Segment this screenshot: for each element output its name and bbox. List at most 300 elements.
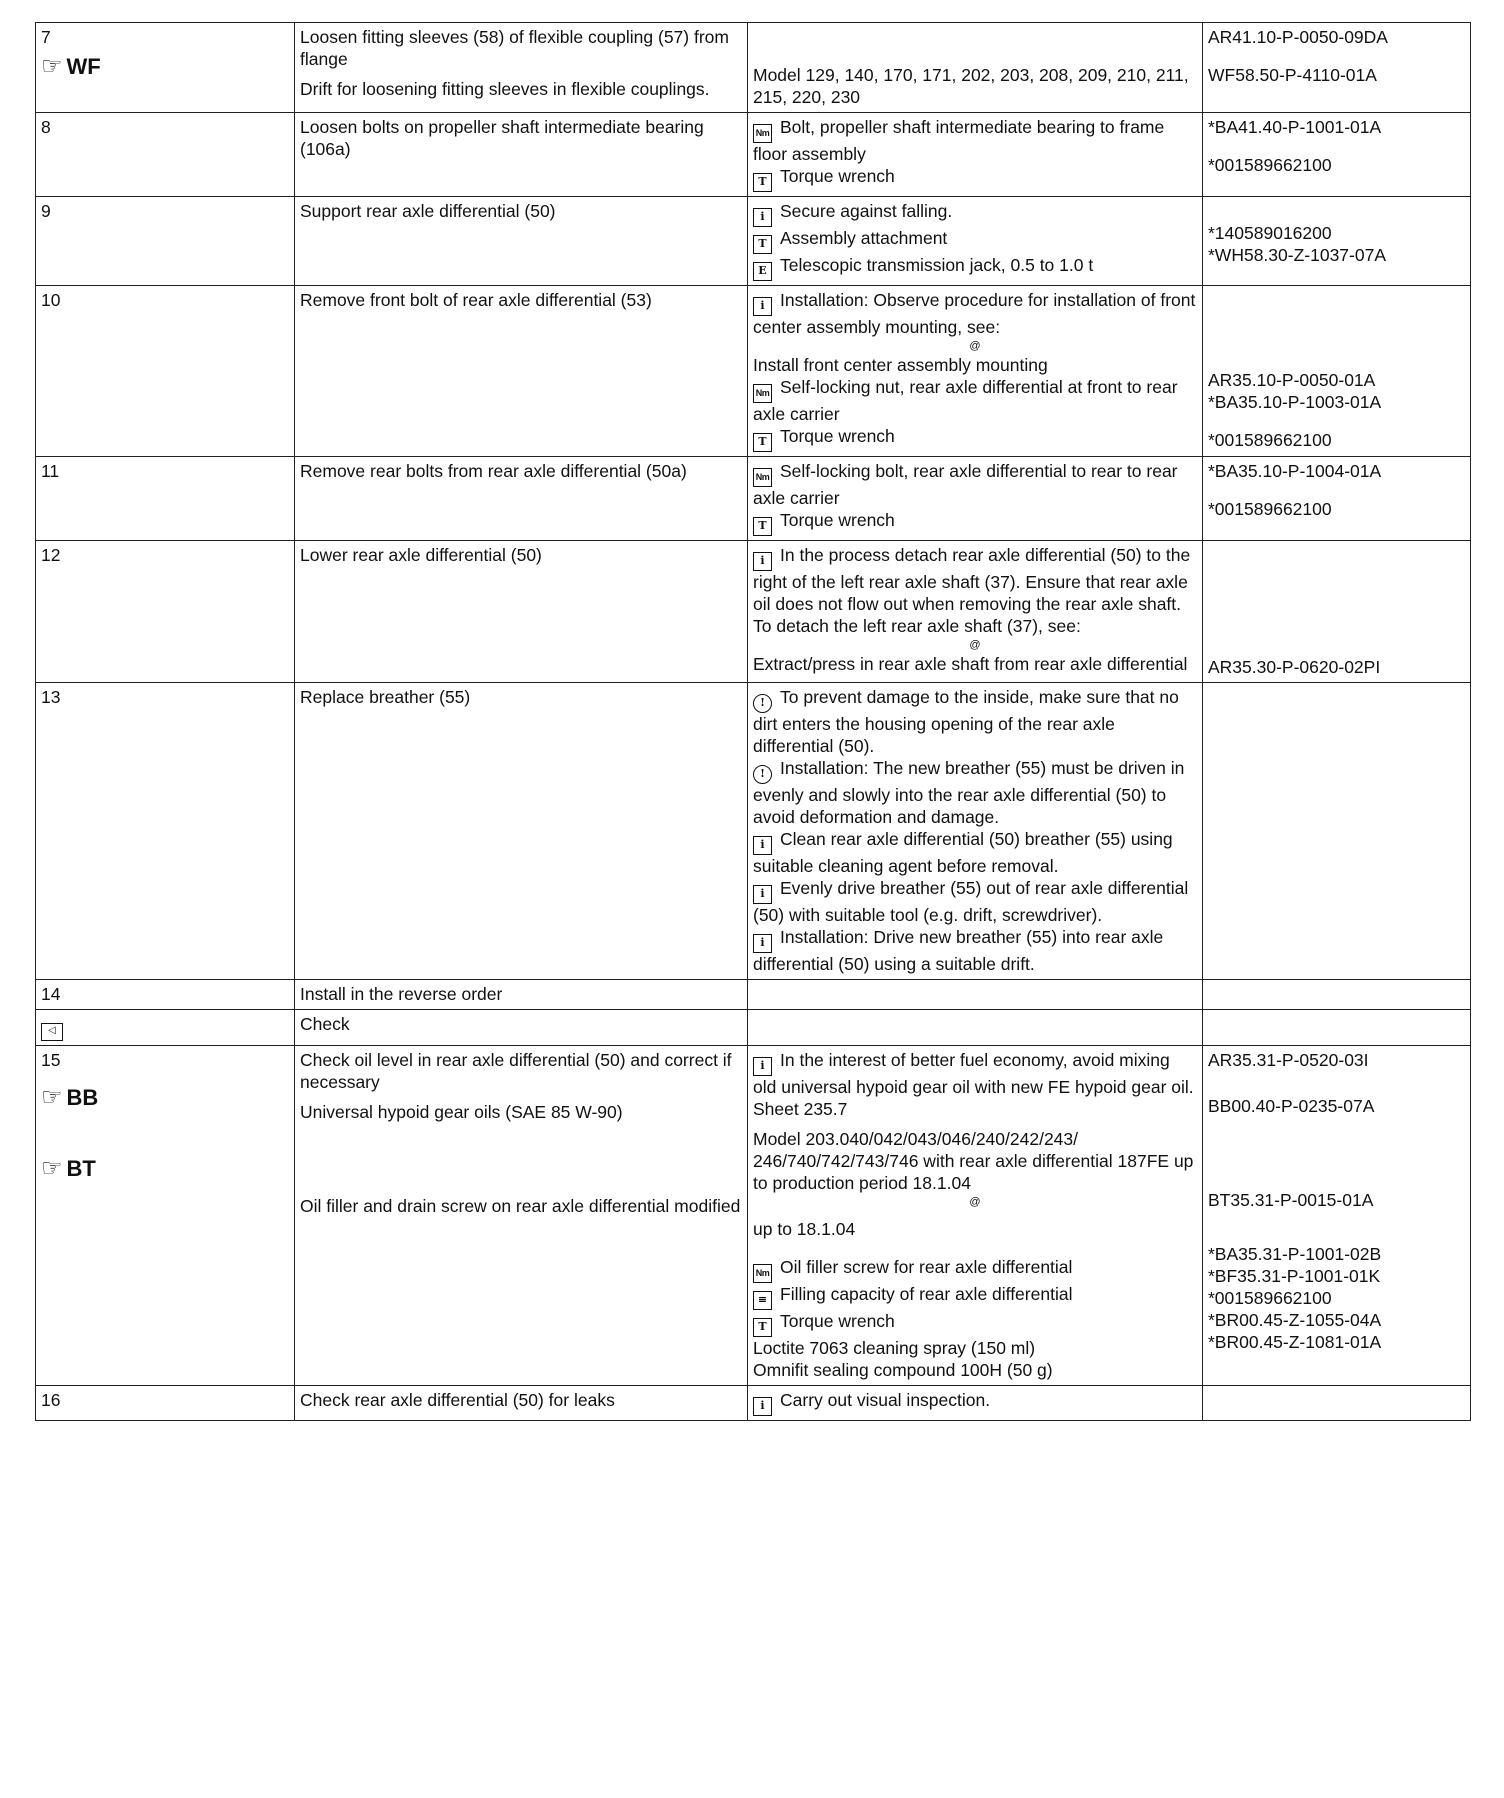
cell-text: Support rear axle differential (50) xyxy=(300,201,556,221)
shop-equipment-icon: E xyxy=(753,262,772,281)
spacer xyxy=(1208,560,1465,568)
cell-line xyxy=(300,1101,742,1123)
cell-text: Remove front bolt of rear axle differential (53) xyxy=(300,290,652,310)
cell-line xyxy=(1208,429,1465,451)
table-row xyxy=(36,286,1471,457)
spacer xyxy=(1208,361,1465,369)
operation-cell xyxy=(295,197,748,286)
info-icon: i xyxy=(753,885,772,904)
cell-line xyxy=(1208,369,1465,391)
cell-line xyxy=(300,26,742,70)
cell-text: Sheet 235.7 xyxy=(753,1099,848,1119)
spacer xyxy=(1208,1133,1465,1141)
torque-spec-icon: Nm xyxy=(753,468,772,487)
spacer xyxy=(1208,48,1465,56)
cell-text: 14 xyxy=(41,984,61,1004)
cell-line xyxy=(1208,1243,1465,1265)
spacer xyxy=(1208,1181,1465,1189)
cell-text: Check rear axle differential (50) for leaks xyxy=(300,1390,615,1410)
operation-cell xyxy=(295,980,748,1010)
spacer xyxy=(1208,345,1465,353)
cell-line xyxy=(753,1337,1197,1359)
step-number-cell xyxy=(36,980,295,1010)
capacity-icon: ≡ xyxy=(753,1291,772,1310)
cell-text: Install in the reverse order xyxy=(300,984,503,1004)
cell-line xyxy=(300,78,742,100)
note-cell xyxy=(748,23,1203,113)
cell-text: Carry out visual inspection. xyxy=(780,1390,991,1410)
cell-text: Self-locking nut, rear axle differential at front to rear axle carrier xyxy=(753,377,1178,424)
cell-line xyxy=(1208,1049,1465,1071)
spacer xyxy=(1208,1173,1465,1181)
cell-line xyxy=(1208,116,1465,138)
cell-line xyxy=(753,289,1197,338)
cell-text: Installation: The new breather (55) must be driven in evenly and slowly into the rear axle differential (50) to avoid deformation and damage. xyxy=(753,758,1185,827)
pointing-hand-icon xyxy=(41,1084,99,1111)
cell-line xyxy=(1208,222,1465,244)
cell-text: up to 18.1.04 xyxy=(753,1219,856,1239)
cell-line xyxy=(753,1283,1197,1310)
document-reference-link[interactable]: AR35.31-P-0520-03I xyxy=(1208,1050,1369,1070)
info-icon: i xyxy=(753,1397,772,1416)
cell-line xyxy=(1208,1331,1465,1353)
spacer xyxy=(1208,321,1465,329)
operation-cell xyxy=(295,286,748,457)
cell-line xyxy=(41,289,289,311)
spacer xyxy=(300,70,742,78)
spacer xyxy=(1208,1165,1465,1173)
cell-line xyxy=(300,1389,742,1411)
spacer xyxy=(1208,1157,1465,1165)
cell-line xyxy=(753,828,1197,877)
cell-text: Filling capacity of rear axle differential xyxy=(780,1284,1073,1304)
cell-line xyxy=(753,509,1197,536)
spacer xyxy=(1208,1071,1465,1079)
link-marker[interactable]: @ xyxy=(969,1196,981,1208)
spacer xyxy=(1208,1125,1465,1133)
spacer xyxy=(1208,1117,1465,1125)
cell-line xyxy=(753,544,1197,637)
cell-text: Torque wrench xyxy=(780,166,895,186)
note-cell xyxy=(748,1010,1203,1046)
spacer xyxy=(1208,576,1465,584)
cell-text: Assembly attachment xyxy=(780,228,948,248)
cell-line xyxy=(1208,391,1465,413)
spacer xyxy=(1208,305,1465,313)
spacer xyxy=(1208,616,1465,624)
spacer xyxy=(1208,297,1465,305)
spacer xyxy=(1208,1227,1465,1235)
table-row xyxy=(36,113,1471,197)
cell-text: Self-locking bolt, rear axle differential to rear to rear axle carrier xyxy=(753,461,1178,508)
info-icon: i xyxy=(753,208,772,227)
document-reference-link[interactable]: AR35.10-P-0050-01A xyxy=(1208,370,1376,390)
cell-line xyxy=(753,1359,1197,1381)
cell-text: 12 xyxy=(41,545,61,565)
spacer xyxy=(1208,146,1465,154)
info-icon: i xyxy=(753,552,772,571)
cell-text: 10 xyxy=(41,290,61,310)
spacer xyxy=(1208,640,1465,648)
spacer xyxy=(1208,1219,1465,1227)
cell-text: Drift for loosening fitting sleeves in flexible couplings. xyxy=(300,79,710,99)
cell-line xyxy=(1208,1095,1465,1117)
note-cell xyxy=(748,683,1203,980)
cell-line xyxy=(753,926,1197,975)
cell-line xyxy=(1208,200,1465,222)
torque-spec-icon: Nm xyxy=(753,124,772,143)
document-reference-link[interactable]: *BA41.40-P-1001-01A xyxy=(1208,117,1382,137)
table-row xyxy=(36,980,1471,1010)
operation-cell xyxy=(295,683,748,980)
link-marker[interactable]: @ xyxy=(969,340,981,352)
cell-line xyxy=(753,354,1197,376)
spacer xyxy=(1208,490,1465,498)
note-cell xyxy=(748,197,1203,286)
cell-text: 11 xyxy=(41,461,60,481)
step-number-cell xyxy=(36,286,295,457)
cell-line xyxy=(300,1195,742,1217)
cell-line xyxy=(1208,64,1465,86)
category-marker xyxy=(41,1084,289,1111)
reference-cell xyxy=(1203,541,1471,683)
cell-line xyxy=(41,200,289,222)
cell-text: Extract/press in rear axle shaft from rear axle differential xyxy=(753,654,1188,674)
step-number-cell xyxy=(36,23,295,113)
reference-cell xyxy=(1203,980,1471,1010)
spacer xyxy=(1208,337,1465,345)
cell-line xyxy=(753,227,1197,254)
reference-cell xyxy=(1203,457,1471,541)
spacer xyxy=(300,1093,742,1101)
cell-line xyxy=(300,289,742,311)
spacer xyxy=(41,1110,289,1118)
spacer xyxy=(41,1118,289,1126)
spacer xyxy=(41,1126,289,1134)
cell-line xyxy=(300,200,742,222)
cell-line xyxy=(1208,1287,1465,1309)
spacer xyxy=(753,48,1197,56)
cell-line xyxy=(753,1389,1197,1416)
operation-cell xyxy=(295,23,748,113)
spacer xyxy=(1208,289,1465,297)
cell-line xyxy=(41,686,289,708)
tool-icon: T xyxy=(753,433,772,452)
document-reference-link[interactable]: *140589016200 xyxy=(1208,223,1332,243)
document-reference-link[interactable]: *BR00.45-Z-1055-04A xyxy=(1208,1310,1382,1330)
document-reference-link[interactable]: *001589662100 xyxy=(1208,155,1332,175)
reference-cell xyxy=(1203,683,1471,980)
cell-line xyxy=(1208,244,1465,266)
cell-line xyxy=(753,877,1197,926)
document-reference-link[interactable]: *BA35.10-P-1003-01A xyxy=(1208,392,1382,412)
cell-text: 7 xyxy=(41,27,51,47)
cell-text: Lower rear axle differential (50) xyxy=(300,545,542,565)
cell-line xyxy=(1208,1265,1465,1287)
operation-cell xyxy=(295,1010,748,1046)
spacer xyxy=(1208,632,1465,640)
cell-line xyxy=(753,1049,1197,1098)
cell-text: Check xyxy=(300,1014,350,1034)
tool-icon: T xyxy=(753,517,772,536)
cell-line xyxy=(41,460,289,482)
spacer xyxy=(300,1171,742,1179)
cell-line xyxy=(753,1310,1197,1337)
spacer xyxy=(1208,353,1465,361)
step-number-cell xyxy=(36,1386,295,1421)
cell-text: 16 xyxy=(41,1390,61,1410)
reference-cell xyxy=(1203,1046,1471,1386)
cell-line xyxy=(753,64,1197,108)
step-number-cell xyxy=(36,113,295,197)
cell-text: Check oil level in rear axle differential (50) and correct if necessary xyxy=(300,1050,732,1092)
step-number-cell xyxy=(36,683,295,980)
operation-cell xyxy=(295,113,748,197)
step-number-cell xyxy=(36,457,295,541)
spacer xyxy=(1208,329,1465,337)
document-reference-link[interactable]: WF58.50-P-4110-01A xyxy=(1208,65,1377,85)
cell-line xyxy=(300,460,742,482)
spacer xyxy=(1208,138,1465,146)
spacer xyxy=(41,1142,289,1150)
pointing-hand-icon xyxy=(41,1155,96,1182)
cell-line xyxy=(41,983,289,1005)
spacer xyxy=(1208,608,1465,616)
cell-line xyxy=(1208,460,1465,482)
cell-text: In the process detach rear axle differential (50) to the right of the left rear axle shaft (37). Ensure that rear axle oil does not flow out when removing the rear axle shaft. To detach the left rear axle shaft (37), see: xyxy=(753,545,1191,636)
reference-cell xyxy=(1203,1386,1471,1421)
info-icon: i xyxy=(753,934,772,953)
spacer xyxy=(300,1163,742,1171)
cell-line xyxy=(1208,498,1465,520)
spacer xyxy=(1208,1235,1465,1243)
category-marker xyxy=(41,1155,289,1182)
tool-icon: T xyxy=(753,235,772,254)
operation-cell xyxy=(295,1386,748,1421)
note-cell xyxy=(748,457,1203,541)
cell-text: Torque wrench xyxy=(780,1311,895,1331)
check-step-icon: ◁ xyxy=(41,1023,63,1041)
spacer xyxy=(753,56,1197,64)
note-cell xyxy=(748,1386,1203,1421)
spacer xyxy=(1208,584,1465,592)
procedure-table-body xyxy=(36,23,1471,1421)
table-row xyxy=(36,23,1471,113)
reference-category-label: BT xyxy=(66,1156,96,1181)
spacer xyxy=(41,1071,289,1079)
cell-text: Installation: Drive new breather (55) into rear axle differential (50) using a suitable drift. xyxy=(753,927,1164,974)
cell-line xyxy=(753,116,1197,165)
spacer xyxy=(753,1210,1197,1218)
cell-text: Omnifit sealing compound 100H (50 g) xyxy=(753,1360,1053,1380)
reference-cell xyxy=(1203,286,1471,457)
document-reference-link[interactable]: *BR00.45-Z-1081-01A xyxy=(1208,1332,1382,1352)
cell-text: To prevent damage to the inside, make sure that no dirt enters the housing opening of the rear axle differential (50). xyxy=(753,687,1179,756)
cell-text: Torque wrench xyxy=(780,510,895,530)
spacer xyxy=(1208,648,1465,656)
cell-text: Model 129, 140, 170, 171, 202, 203, 208, 209, 210, 211, 215, 220, 230 xyxy=(753,65,1189,107)
table-row xyxy=(36,1386,1471,1421)
cell-line xyxy=(1208,656,1465,678)
reference-cell xyxy=(1203,113,1471,197)
cell-text: 8 xyxy=(41,117,51,137)
cell-line xyxy=(753,254,1197,281)
cell-text: Universal hypoid gear oils (SAE 85 W-90) xyxy=(300,1102,623,1122)
table-row xyxy=(36,457,1471,541)
cell-line xyxy=(753,1218,1197,1240)
cell-text: Secure against falling. xyxy=(780,201,953,221)
spacer xyxy=(753,1120,1197,1128)
cell-text: Install front center assembly mounting xyxy=(753,355,1048,375)
document-reference-link[interactable]: AR41.10-P-0050-09DA xyxy=(1208,27,1388,47)
table-row xyxy=(36,1046,1471,1386)
cell-text: Model 203.040/042/043/046/240/242/243/ 246/740/742/743/746 with rear axle differential 187FE up to production period 18.1.04 xyxy=(753,1129,1194,1193)
cell-text: Torque wrench xyxy=(780,426,895,446)
table-row xyxy=(36,541,1471,683)
cell-text: 9 xyxy=(41,201,51,221)
cell-line xyxy=(753,200,1197,227)
cell-line xyxy=(753,460,1197,509)
procedure-table xyxy=(35,22,1471,1421)
document-reference-link[interactable]: AR35.30-P-0620-02PI xyxy=(1208,657,1381,677)
spacer xyxy=(1208,56,1465,64)
cell-line xyxy=(753,425,1197,452)
document-reference-link[interactable]: *BA35.31-P-1001-02B xyxy=(1208,1244,1382,1264)
cell-line xyxy=(41,1389,289,1411)
cell-text: 15 xyxy=(41,1050,61,1070)
cell-text: Remove rear bolts from rear axle differential (50a) xyxy=(300,461,687,481)
hand-glyph: ☞ xyxy=(41,1084,63,1111)
cell-text: Replace breather (55) xyxy=(300,687,471,707)
torque-spec-icon: Nm xyxy=(753,384,772,403)
cell-line xyxy=(1208,1189,1465,1211)
cell-line xyxy=(753,26,1197,48)
note-cell xyxy=(748,980,1203,1010)
info-icon: i xyxy=(753,1057,772,1076)
reference-category-label: BB xyxy=(66,1085,99,1110)
document-reference-link[interactable]: *BA35.10-P-1004-01A xyxy=(1208,461,1382,481)
hand-glyph: ☞ xyxy=(41,1155,63,1182)
cell-text: Evenly drive breather (55) out of rear axle differential (50) with suitable tool (e.g. drift, screwdriver). xyxy=(753,878,1189,925)
category-marker xyxy=(41,53,289,80)
caution-icon: ! xyxy=(753,765,772,784)
caution-icon: ! xyxy=(753,694,772,713)
cell-line xyxy=(753,686,1197,757)
step-number-cell xyxy=(36,1010,295,1046)
cell-line xyxy=(300,1049,742,1093)
spacer xyxy=(1208,568,1465,576)
torque-spec-icon: Nm xyxy=(753,1264,772,1283)
spacer xyxy=(1208,592,1465,600)
spacer xyxy=(1208,313,1465,321)
cell-text: 13 xyxy=(41,687,61,707)
cell-line xyxy=(41,26,289,48)
spacer xyxy=(1208,624,1465,632)
cell-text: Loosen fitting sleeves (58) of flexible coupling (57) from flange xyxy=(300,27,729,69)
cell-line xyxy=(753,376,1197,425)
cell-text: Oil filler and drain screw on rear axle differential modified xyxy=(300,1196,741,1216)
cell-text: Oil filler screw for rear axle differential xyxy=(780,1257,1073,1277)
document-reference-link[interactable]: *WH58.30-Z-1037-07A xyxy=(1208,245,1386,265)
link-marker[interactable]: @ xyxy=(969,639,981,651)
cell-line xyxy=(753,757,1197,828)
operation-cell xyxy=(295,457,748,541)
note-cell xyxy=(748,541,1203,683)
info-icon: i xyxy=(753,297,772,316)
spacer xyxy=(300,1131,742,1139)
reference-cell xyxy=(1203,1010,1471,1046)
note-cell xyxy=(748,113,1203,197)
spacer xyxy=(1208,421,1465,429)
check-marker xyxy=(41,1013,289,1041)
cell-line xyxy=(300,544,742,566)
cell-line xyxy=(300,116,742,160)
table-row xyxy=(36,197,1471,286)
cell-line xyxy=(753,1098,1197,1120)
spacer xyxy=(300,1139,742,1147)
table-row xyxy=(36,1010,1471,1046)
operation-cell xyxy=(295,1046,748,1386)
cell-line xyxy=(41,544,289,566)
document-reference-link[interactable]: BB00.40-P-0235-07A xyxy=(1208,1096,1375,1116)
reference-cell xyxy=(1203,197,1471,286)
spacer xyxy=(1208,1087,1465,1095)
cell-text: Telescopic transmission jack, 0.5 to 1.0 t xyxy=(780,255,1094,275)
spacer xyxy=(1208,1149,1465,1157)
cell-text: Installation: Observe procedure for installation of front center assembly mounting, see: xyxy=(753,290,1196,337)
cell-line xyxy=(1208,1309,1465,1331)
cell-text: In the interest of better fuel economy, avoid mixing old universal hypoid gear oil with new FE hypoid gear oil. xyxy=(753,1050,1194,1097)
spacer xyxy=(300,1179,742,1187)
table-row xyxy=(36,683,1471,980)
spacer xyxy=(1208,482,1465,490)
cell-line xyxy=(753,1128,1197,1194)
tool-icon: T xyxy=(753,173,772,192)
pointing-hand-icon xyxy=(41,53,101,80)
step-number-cell xyxy=(36,197,295,286)
spacer xyxy=(300,1123,742,1131)
reference-category-label: WF xyxy=(66,54,101,79)
cell-line xyxy=(300,1013,742,1035)
spacer xyxy=(753,1248,1197,1256)
step-number-cell xyxy=(36,1046,295,1386)
spacer xyxy=(300,1187,742,1195)
spacer xyxy=(1208,552,1465,560)
cell-line xyxy=(753,165,1197,192)
step-number-cell xyxy=(36,541,295,683)
spacer xyxy=(1208,413,1465,421)
cell-text: Clean rear axle differential (50) breather (55) using suitable cleaning agent before removal. xyxy=(753,829,1173,876)
cell-text: Loctite 7063 cleaning spray (150 ml) xyxy=(753,1338,1036,1358)
spacer xyxy=(1208,1079,1465,1087)
cell-line xyxy=(41,1049,289,1071)
spacer xyxy=(41,1134,289,1142)
cell-text: Loosen bolts on propeller shaft intermediate bearing (106a) xyxy=(300,117,704,159)
hand-glyph: ☞ xyxy=(41,53,63,80)
document-reference-link[interactable]: *001589662100 xyxy=(1208,499,1332,519)
document-reference-link[interactable]: *001589662100 xyxy=(1208,430,1332,450)
info-icon: i xyxy=(753,836,772,855)
cell-line xyxy=(41,116,289,138)
document-reference-link[interactable]: BT35.31-P-0015-01A xyxy=(1208,1190,1374,1210)
tool-icon: T xyxy=(753,1318,772,1337)
note-cell xyxy=(748,286,1203,457)
document-reference-link[interactable]: *001589662100 xyxy=(1208,1288,1332,1308)
spacer xyxy=(1208,600,1465,608)
cell-text: Bolt, propeller shaft intermediate bearing to frame floor assembly xyxy=(753,117,1165,164)
spacer xyxy=(1208,544,1465,552)
document-reference-link[interactable]: *BF35.31-P-1001-01K xyxy=(1208,1266,1381,1286)
